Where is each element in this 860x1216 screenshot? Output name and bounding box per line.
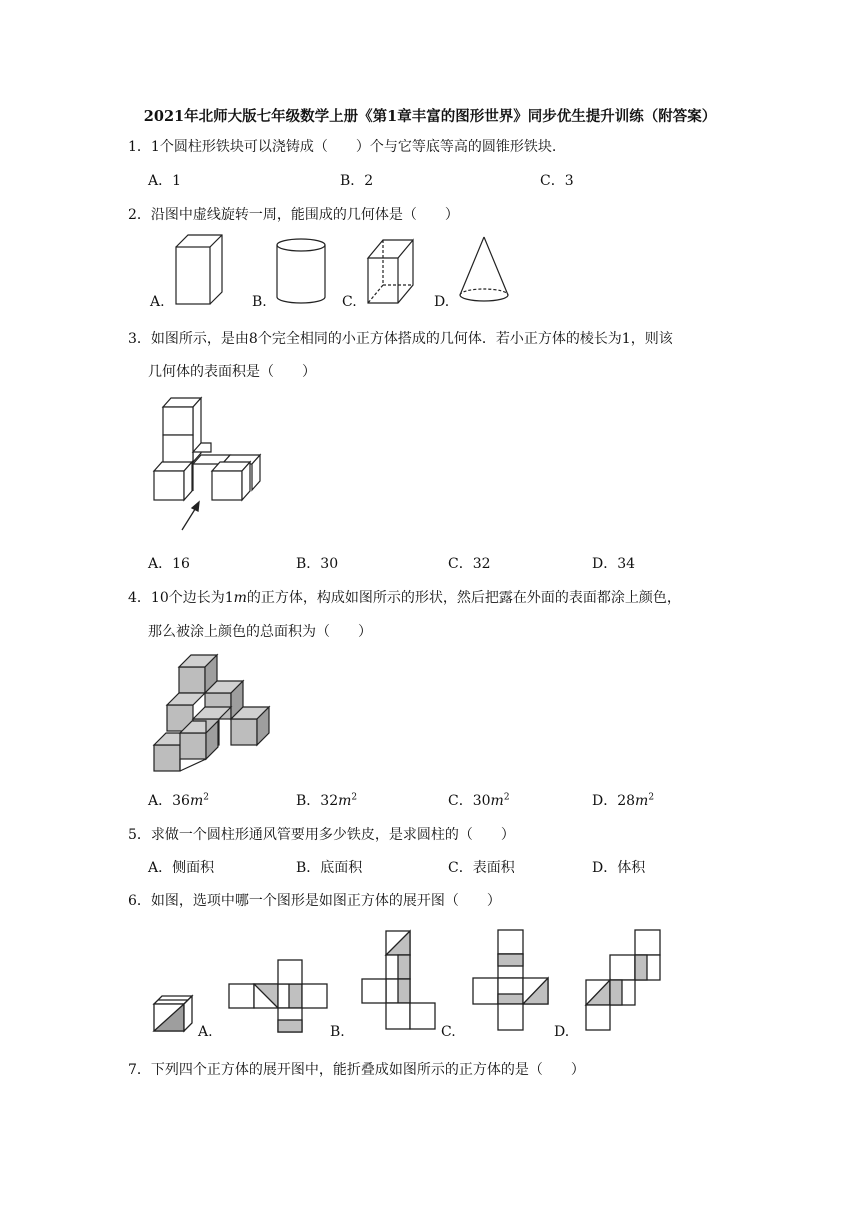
question-5-text: 5．求做一个圆柱形通风管要用多少铁皮，是求圆柱的（ ） [128,827,515,843]
q3-option-c: C．32 [448,556,491,572]
reference-cube-figure [154,996,192,1031]
q4-option-c: C．$30m^2$ [448,792,510,809]
q1-option-a: A．1 [148,173,182,189]
question-3-line2: 几何体的表面积是（ ） [148,364,316,380]
q6-label-b: B. [330,1024,345,1040]
question-7-text: 7．下列四个正方体的展开图中，能折叠成如图所示的正方体的是（ ） [128,1062,585,1078]
question-2-text: 2．沿图中虚线旋转一周，能围成的几何体是（ ） [128,207,459,223]
question-1-text: 1．1个圆柱形铁块可以浇铸成（ ）个与它等底等高的圆锥形铁块. [128,139,557,155]
q3-option-a: A．16 [148,556,190,572]
q2-label-d: D. [434,294,450,310]
question-3-line1: 3．如图所示，是由8个完全相同的小正方体搭成的几何体．若小正方体的棱长为1，则该 [128,331,673,347]
q1-option-b: B．2 [340,173,374,189]
q1-option-c: C．3 [540,173,574,189]
question-6-text: 6．如图，选项中哪一个图形是如图正方体的展开图（ ） [128,893,501,909]
q4-option-d: D．$28m^2$ [592,792,655,809]
q2-label-b: B. [252,294,267,310]
q6-label-c: C. [441,1024,456,1040]
q4-option-b: B．$32m^2$ [296,792,358,809]
q3-option-b: B．30 [296,556,339,572]
net-option-a [229,960,327,1032]
q3-option-d: D．34 [592,556,636,572]
net-option-b [362,931,435,1029]
question-4-line1: 4．10个边长为1m的正方体，构成如图所示的形状，然后把露在外面的表面都涂上颜色， [128,590,681,606]
net-option-d [586,930,660,1030]
q6-label-a: A. [198,1024,213,1040]
q5-option-d: D．体积 [592,860,646,876]
q5-option-c: C．表面积 [448,860,515,876]
q4-option-a: A．$36m^2$ [148,792,209,809]
question-4-line2: 那么被涂上颜色的总面积为（ ） [148,624,372,640]
q6-label-d: D. [554,1024,570,1040]
q5-option-a: A．侧面积 [148,860,215,876]
q5-option-b: B．底面积 [296,860,363,876]
q2-label-c: C. [342,294,357,310]
q2-label-a: A. [150,294,165,310]
page-title: 2021年北师大版七年级数学上册《第1章丰富的图形世界》同步优生提升训练（附答案） [143,108,717,125]
net-option-c [473,930,548,1030]
